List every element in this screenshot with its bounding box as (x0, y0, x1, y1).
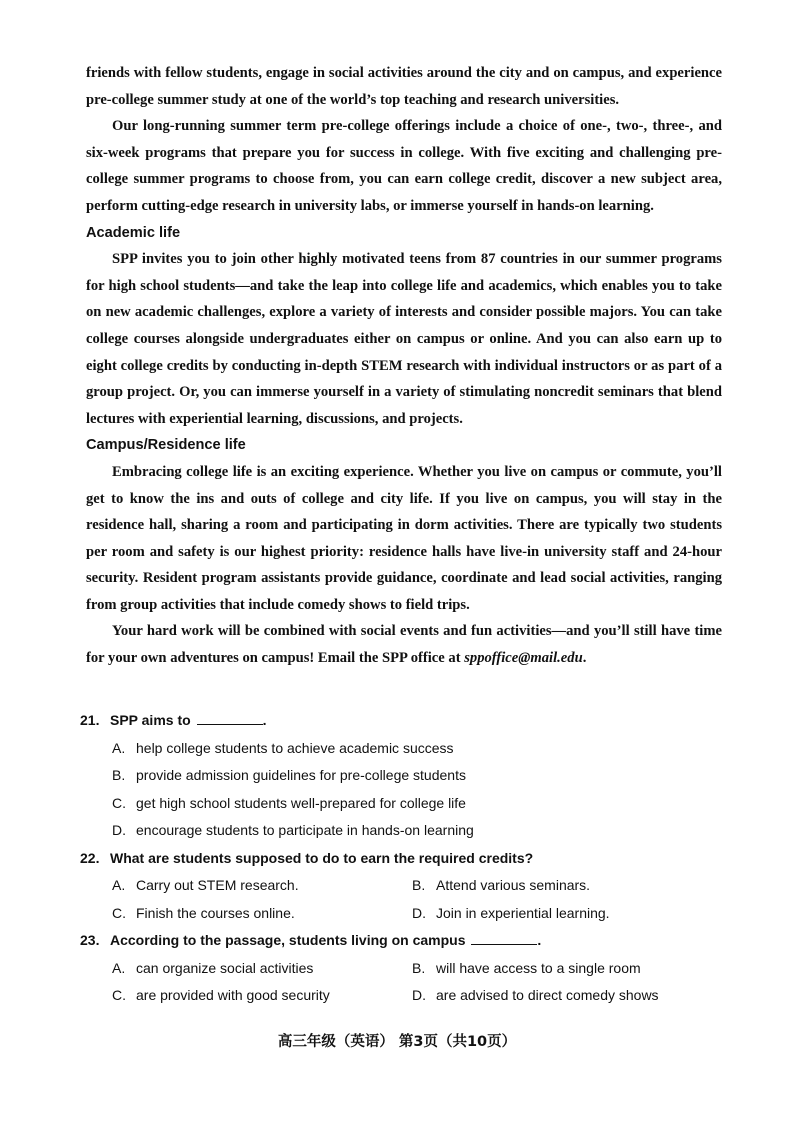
page-footer: 高三年级（英语） 第3页（共10页） (277, 1034, 517, 1050)
option-text: encourage students to participate in hands-on learning (136, 822, 474, 838)
question-list (80, 707, 720, 1010)
answer-blank (197, 712, 263, 725)
option-text: are advised to direct comedy shows (436, 987, 659, 1003)
question-number: 22. (80, 849, 100, 866)
option-text: Attend various seminars. (436, 877, 591, 893)
option-letter: A. (112, 739, 126, 756)
option-c (112, 900, 412, 928)
passage-paragraph-1: friends with fellow students, engage in social activities around the city and on campus, and experience pre-college summer study at one of the world’s top teaching and research universities. (86, 65, 722, 108)
option-letter: C. (112, 794, 126, 811)
option-d (412, 982, 659, 1010)
question-stem: SPP aims to (110, 712, 191, 728)
option-letter: B. (112, 767, 126, 783)
question-stem: What are students supposed to do to earn the required credits? (110, 849, 534, 866)
question-stem-end: . (537, 932, 542, 948)
question-21 (80, 707, 720, 735)
option-letter: C. (112, 904, 126, 921)
option-letter: A. (112, 877, 126, 893)
option-b (412, 872, 590, 900)
option-letter: D. (412, 987, 426, 1003)
question-23-options (80, 955, 720, 1010)
question-number: 21. (80, 712, 100, 728)
option-d (412, 900, 610, 928)
option-row (112, 872, 720, 900)
option-letter: D. (112, 822, 126, 838)
question-stem: According to the passage, students living on campus (110, 932, 466, 948)
passage-paragraph-3: SPP invites you to join other highly motivated teens from 87 countries in our summer programs for high school students—and take the leap into college life and academics, which enables you to take on new academic challenges, explore a variety of interests and consider possible majors. You can take college courses alongside undergraduates either on campus or online. And you can also earn up to eight college credits by conducting in-depth STEM research with individual instructors or as part of a group project. Or, you can immerse yourself in a variety of stimulating noncredit seminars that blend lectures with experiential learning, discussions, and projects. (86, 251, 722, 427)
reading-passage (86, 60, 722, 672)
option-row (112, 982, 720, 1010)
passage-paragraph-2: Our long-running summer term pre-college offerings include a choice of one-, two-, three-, and six-week programs that prepare you for success in college. With five exciting and challenging pre-college summer programs to choose from, you can earn college credit, discover a new subject area, perform cutting-edge research in university labs, or immerse yourself in hands-on learning. (86, 118, 722, 214)
passage-paragraph-5 (86, 618, 722, 671)
question-23 (80, 927, 720, 955)
option-text: Finish the courses online. (136, 904, 295, 921)
heading-academic-life: Academic life (86, 224, 181, 241)
option-letter: D. (412, 904, 426, 921)
paragraph-5-text: Your hard work will be combined with social events and fun activities—and you’ll still have time for your own adventures on campus! Email the SPP office at (86, 623, 722, 667)
option-d (112, 817, 720, 845)
option-letter: C. (112, 987, 126, 1003)
option-b (112, 762, 720, 790)
option-letter: A. (112, 959, 126, 976)
option-text: can organize social activities (136, 959, 314, 976)
option-c (112, 982, 412, 1010)
option-text: get high school students well-prepared for college life (136, 794, 466, 811)
question-stem-end: . (262, 712, 267, 728)
option-text: Join in experiential learning. (436, 904, 610, 921)
option-a (112, 872, 412, 900)
option-b (412, 955, 641, 983)
option-row (112, 900, 720, 928)
option-a (112, 955, 412, 983)
option-text: help college students to achieve academic success (136, 739, 454, 756)
option-text: Carry out STEM research. (136, 877, 299, 893)
question-22 (80, 845, 720, 873)
option-c (112, 790, 720, 818)
question-21-options (80, 735, 720, 845)
option-text: are provided with good security (136, 987, 330, 1003)
question-22-options (80, 872, 720, 927)
option-letter: B. (412, 959, 426, 976)
paragraph-5-end: . (582, 650, 587, 667)
option-letter: B. (412, 877, 426, 893)
option-text: provide admission guidelines for pre-college students (136, 767, 466, 783)
heading-campus-residence-life: Campus/Residence life (86, 437, 246, 454)
question-number: 23. (80, 932, 100, 948)
option-row (112, 955, 720, 983)
passage-paragraph-4: Embracing college life is an exciting experience. Whether you live on campus or commute, you’ll get to know the ins and outs of college and city life. If you live on campus, you will stay in the residence hall, sharing a room and participating in dorm activities. There are typically two students per room and safety is our highest priority: residence halls have live-in university staff and 24-hour security. Resident program assistants provide guidance, coordinate and lead social activities, ranging from group activities that include comedy shows to field trips. (86, 463, 722, 613)
answer-blank (471, 932, 537, 945)
option-a (112, 735, 720, 763)
option-text: will have access to a single room (436, 959, 641, 976)
email-address: sppoffice@mail.edu (464, 650, 583, 667)
